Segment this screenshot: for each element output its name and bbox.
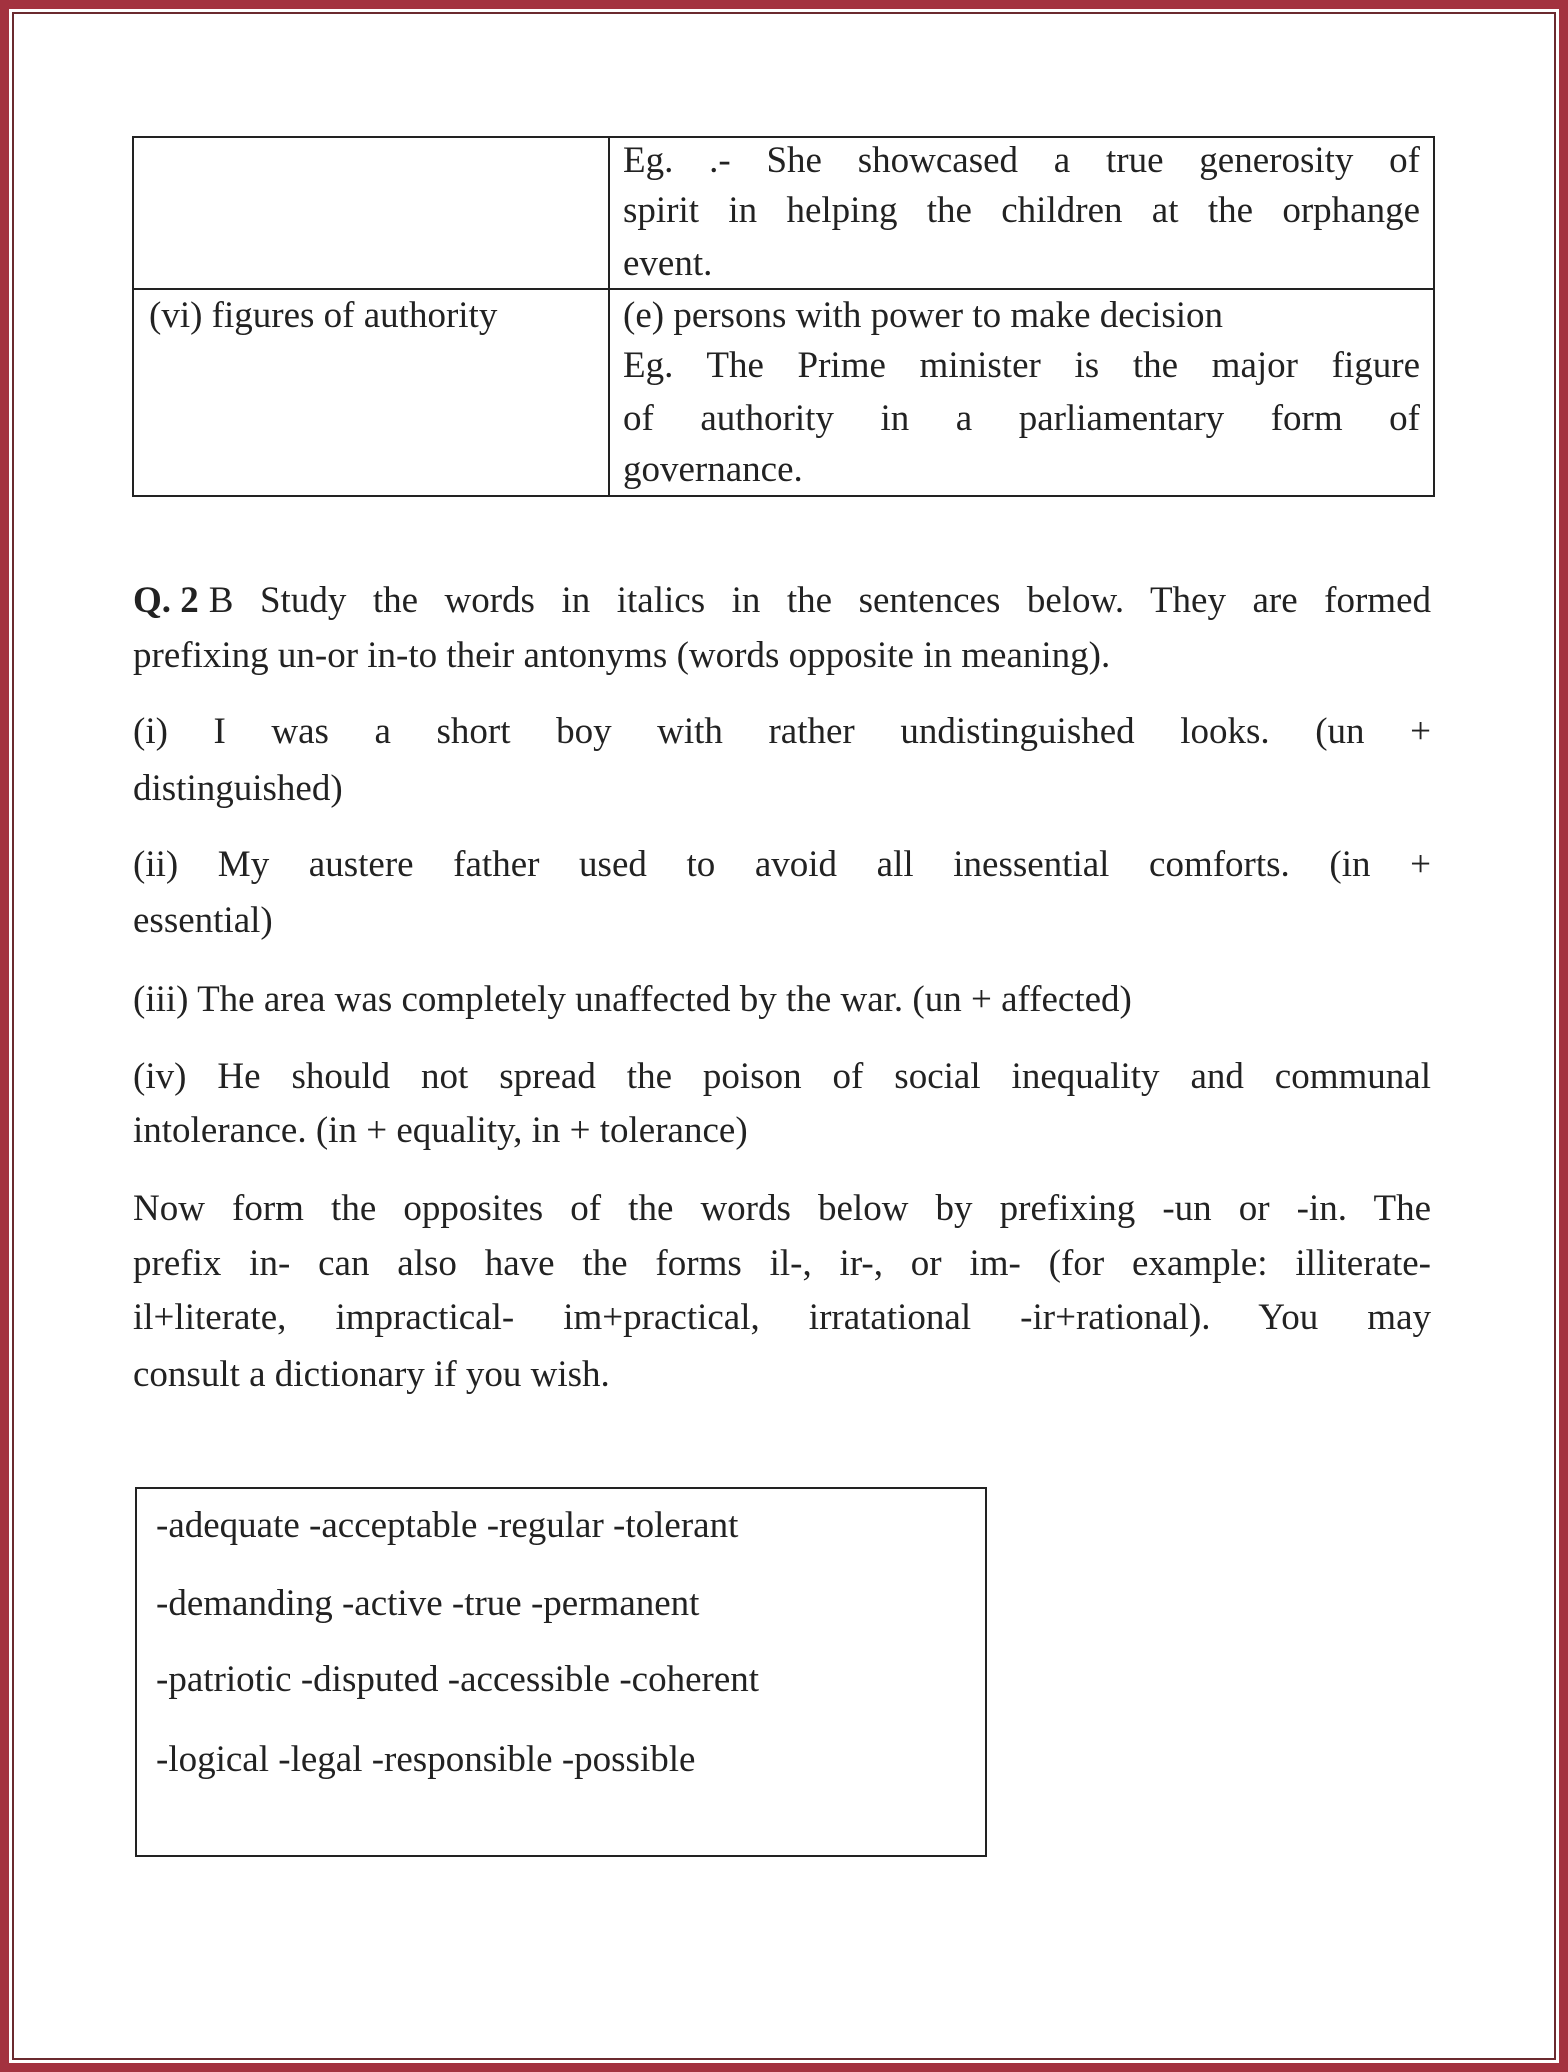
question-label: Q. 2 xyxy=(133,580,199,621)
question-intro-line: prefixing un-or in-to their antonyms (words opposite in meaning). xyxy=(133,635,1111,676)
example-sentence: (iii) The area was completely unaffected by the war. (un + affected) xyxy=(133,979,1132,1020)
table-cell-text: governance. xyxy=(623,449,803,490)
example-sentence: (i) I was a short boy with rather undistinguished looks. (un + xyxy=(133,711,1431,752)
example-sentence: intolerance. (in + equality, in + tolerance) xyxy=(133,1110,748,1151)
table-cell-text: spirit in helping the children at the orphange xyxy=(623,190,1420,231)
example-sentence: essential) xyxy=(133,900,273,941)
table-cell-text: (e) persons with power to make decision xyxy=(623,295,1224,336)
table-column-divider xyxy=(608,136,610,497)
table-cell-term: (vi) figures of authority xyxy=(149,295,498,336)
table-cell-text: of authority in a parliamentary form of xyxy=(623,398,1420,439)
example-sentence: (ii) My austere father used to avoid all inessential comforts. (in + xyxy=(133,844,1431,885)
table-cell-text: Eg. The Prime minister is the major figure xyxy=(623,345,1420,386)
question-intro-text: B Study the words in italics in the sentences below. They are formed xyxy=(208,580,1431,621)
word-list-line: -logical -legal -responsible -possible xyxy=(156,1739,696,1780)
table-cell-text: Eg. .- She showcased a true generosity of xyxy=(623,140,1420,181)
word-list-line: -adequate -acceptable -regular -tolerant xyxy=(156,1505,739,1546)
table-cell-text: event. xyxy=(623,243,713,284)
instruction-text: Now form the opposites of the words below by prefixing -un or -in. The xyxy=(133,1188,1431,1229)
question-intro-line xyxy=(133,575,1431,627)
word-list-line: -patriotic -disputed -accessible -coherent xyxy=(156,1659,760,1700)
example-sentence: distinguished) xyxy=(133,768,343,809)
instruction-text: il+literate, impractical- im+practical, irratational -ir+rational). You may xyxy=(133,1297,1431,1338)
word-list-line: -demanding -active -true -permanent xyxy=(156,1583,700,1624)
instruction-text: prefix in- can also have the forms il-, ir-, or im- (for example: illiterate- xyxy=(133,1243,1431,1284)
instruction-text: consult a dictionary if you wish. xyxy=(133,1354,610,1395)
example-sentence: (iv) He should not spread the poison of social inequality and communal xyxy=(133,1056,1431,1097)
